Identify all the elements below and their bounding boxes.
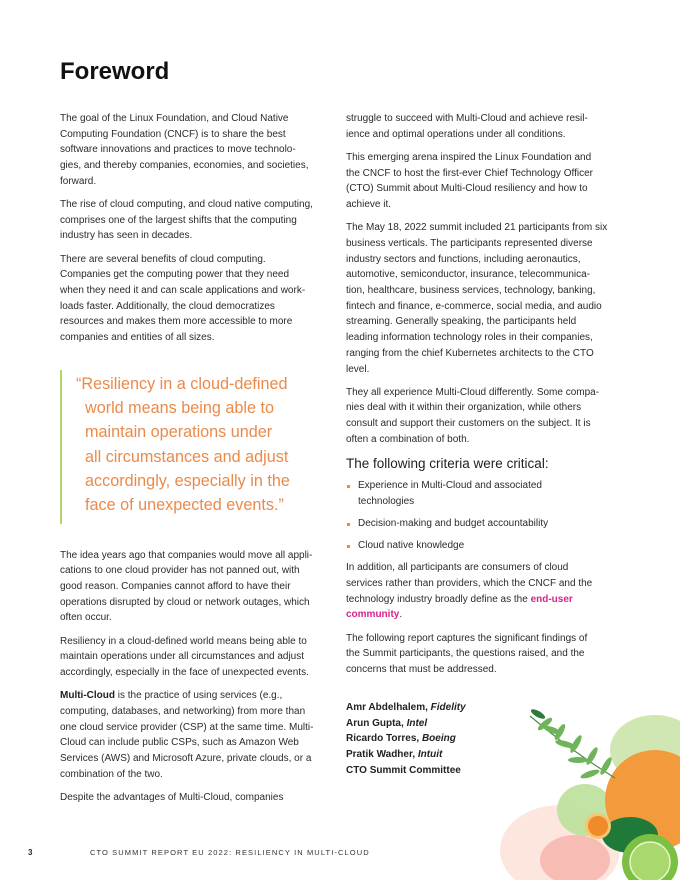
signatory: Arun Gupta, Intel xyxy=(346,717,428,729)
text-line: face of unexpected events.” xyxy=(85,496,284,515)
text-line: tion, healthcare, business services, technology, banking, xyxy=(346,285,596,297)
text-line: fintech and finance, e-commerce, social media, and audio xyxy=(346,300,602,312)
criteria-heading: The following criteria were critical: xyxy=(346,456,549,472)
text-line: The May 18, 2022 summit included 21 participants from six xyxy=(346,222,608,234)
text-line: achieve it. xyxy=(346,199,392,211)
text-line: They all experience Multi-Cloud differently. Some compa- xyxy=(346,386,600,398)
text-line: struggle to succeed with Multi-Cloud and achieve resil- xyxy=(346,113,588,124)
text-line: loads faster. Additionally, the cloud democratizes xyxy=(60,300,275,312)
text-line: accordingly, especially in the face of unexpected events. xyxy=(60,667,309,679)
summit-paragraphs xyxy=(346,111,631,448)
text-line: the Summit participants, the questions raised, and the xyxy=(346,648,585,660)
intro-paragraphs xyxy=(60,111,345,346)
text-line: maintain operations under all circumstances and adjust xyxy=(60,651,305,663)
text-line: operations disrupted by cloud or network outages, which xyxy=(60,596,310,608)
text-line: concerns that must be addressed. xyxy=(346,664,497,676)
body-paragraphs xyxy=(60,548,345,681)
text-line: The following report captures the significant findings of xyxy=(346,632,588,644)
paragraph xyxy=(346,150,631,213)
signatory: Amr Abdelhalem, Fidelity xyxy=(346,701,466,713)
text-line: cations to one cloud provider has not panned out, with xyxy=(60,565,300,577)
report-paragraph xyxy=(346,631,631,678)
paragraph xyxy=(346,220,631,377)
text-line: often a combination of both. xyxy=(346,433,470,445)
signatory: Pratik Wadher, Intuit xyxy=(346,748,443,760)
text-line: good reason. Companies cannot afford to have their xyxy=(60,581,291,593)
paragraph xyxy=(60,548,345,627)
citrus-illustration xyxy=(490,690,680,880)
multicloud-term: Multi-Cloud xyxy=(60,690,115,702)
text-line: nies deal with it within their organization, while others xyxy=(346,402,582,414)
text-line: when they need it and can scale applications and work- xyxy=(60,285,306,297)
text-line: world means being able to xyxy=(85,399,274,418)
text-line: The rise of cloud computing, and cloud native computing, xyxy=(60,199,313,211)
text-line: gies, and thereby companies, economies, and societies, xyxy=(60,160,309,172)
paragraph xyxy=(346,385,631,448)
multicloud-paragraph: Multi-Cloud is the practice of using services (e.g., computing, databases, and networking) from more than one cloud service provider (CSP) at the same time. Multi- Cloud can include public CSPs, such as Amazon Web Services (AWS) and Microsoft Azure, private clouds, or a combination of the two. xyxy=(60,688,345,782)
text-line: accordingly, especially in the xyxy=(85,472,290,491)
criteria-item xyxy=(346,516,631,532)
text-line: industry has seen in decades. xyxy=(60,230,193,242)
paragraph xyxy=(346,111,631,142)
text-line: one cloud service provider (CSP) at the same time. Multi- xyxy=(60,721,314,733)
text-line: The idea years ago that companies would move all appli- xyxy=(60,549,313,561)
criteria-list xyxy=(346,478,631,554)
text-line: industry sectors and functions, including aeronautics, xyxy=(346,253,581,265)
text-line: The goal of the Linux Foundation, and Cloud Native xyxy=(60,113,289,124)
paragraph xyxy=(60,197,345,244)
text-line: In addition, all participants are consumers of cloud xyxy=(346,562,569,574)
text-line: “Resiliency in a cloud-defined xyxy=(76,374,288,393)
text-line: Resiliency in a cloud-defined world means being able to xyxy=(60,635,307,647)
criteria-item xyxy=(346,538,631,554)
text-line: There are several benefits of cloud computing. xyxy=(60,253,266,265)
left-column xyxy=(60,111,345,813)
paragraph xyxy=(60,111,345,190)
text-line: Despite the advantages of Multi-Cloud, companies xyxy=(60,791,284,803)
text-line: maintain operations under xyxy=(85,423,273,442)
text-line: consult and support their customers on the subject. It is xyxy=(346,418,591,430)
text-line: automotive, semiconductor, insurance, telecommunica- xyxy=(346,269,591,281)
bullet-icon xyxy=(347,545,350,548)
text-line: computing, databases, and networking) from more than xyxy=(60,705,306,717)
text-line: Companies get the computing power that they need xyxy=(60,269,290,281)
text-line: leading information technology roles in their companies, xyxy=(346,332,593,344)
text-line: forward. xyxy=(60,175,97,187)
bullet-icon xyxy=(347,485,350,488)
text-line: level. xyxy=(346,363,370,375)
committee-label: CTO Summit Committee xyxy=(346,764,461,776)
text-line: Cloud native knowledge xyxy=(358,540,465,552)
text-line: companies and entities of all sizes. xyxy=(60,332,215,344)
end-user-community-link[interactable]: end-user xyxy=(530,593,573,605)
page-title: Foreword xyxy=(60,58,170,85)
running-title: CTO SUMMIT REPORT EU 2022: RESILIENCY IN MULTI-CLOUD xyxy=(90,848,370,857)
text-line: software innovations and practices to move technolo- xyxy=(60,144,296,156)
text-line: ranging from the chief Kubernetes architects to the CTO xyxy=(346,347,594,359)
text-line: all circumstances and adjust xyxy=(85,447,289,466)
text-line: business verticals. The participants represented diverse xyxy=(346,237,593,249)
text-line: often occur. xyxy=(60,612,112,624)
addition-paragraph: In addition, all participants are consumers of cloud services rather than providers, which the CNCF and the technology industry broadly define as the end-user community. xyxy=(346,560,631,623)
text-line: Services (AWS) and Microsoft Azure, private clouds, or a xyxy=(60,753,312,765)
text-line: resources and makes them more accessible to more xyxy=(60,316,293,328)
text-line: (CTO) Summit about Multi-Cloud resiliency and how to xyxy=(346,183,588,195)
text-line: Experience in Multi-Cloud and associated xyxy=(358,480,542,492)
pull-quote-text xyxy=(76,372,345,518)
text-line: Cloud can include public CSPs, such as Amazon Web xyxy=(60,737,299,749)
text-line: comprises one of the largest shifts that the computing xyxy=(60,214,297,226)
text-line: Computing Foundation (CNCF) is to share the best xyxy=(60,128,286,140)
end-user-community-link-cont[interactable]: community xyxy=(346,609,400,621)
text-line: Decision-making and budget accountability xyxy=(358,517,549,529)
signatory: Ricardo Torres, Boeing xyxy=(346,733,456,745)
bullet-icon xyxy=(347,523,350,526)
text-line: combination of the two. xyxy=(60,768,163,780)
paragraph xyxy=(60,252,345,346)
text-line: the CNCF to host the first-ever Chief Technology Officer xyxy=(346,167,593,179)
text-line: technologies xyxy=(358,495,415,507)
right-column xyxy=(346,111,631,778)
text-line: This emerging arena inspired the Linux Foundation and xyxy=(346,151,592,163)
page-number: 3 xyxy=(28,848,33,857)
pull-quote xyxy=(60,370,345,524)
text-line: services rather than providers, which the CNCF and the xyxy=(346,578,593,590)
closing-paragraph xyxy=(60,790,345,806)
text-line: ience and optimal operations under all conditions. xyxy=(346,128,566,140)
text-line: streaming. Generally speaking, the participants held xyxy=(346,316,577,328)
paragraph xyxy=(60,634,345,681)
criteria-item xyxy=(346,478,631,509)
